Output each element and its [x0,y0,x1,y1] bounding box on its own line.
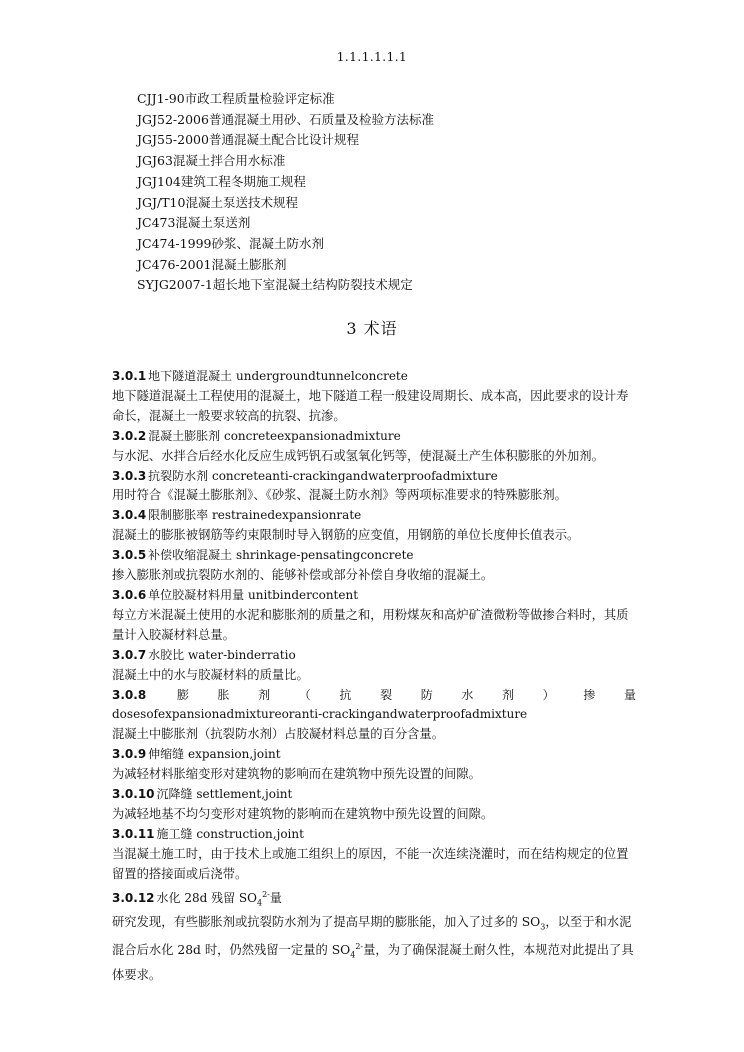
term-title: 施工缝 construction,joint [156,826,304,841]
term-heading [112,506,636,526]
term-heading [112,646,636,666]
term-definition: 当混凝土施工时，由于技术上或施工组织上的原因，不能一次连续浇灌时，而在结构规定的位置留置的搭接面或后浇带。 [112,846,629,881]
subscript: 4 [350,950,356,960]
term-title: 混凝土膨胀剂 concreteexpansionadmixture [148,428,401,443]
reference-item: JC476-2001混凝土膨胀剂 [137,256,287,272]
reference-list [137,89,434,296]
term-heading [112,467,636,487]
term-entry [112,427,636,467]
term-entry [112,367,636,427]
term-heading [112,745,636,765]
term-entry [112,646,636,686]
term-heading [112,427,636,447]
reference-item: JGJ/T10混凝土泵送技术规程 [137,194,298,210]
terms-list [112,367,636,986]
term-definition: 地下隧道混凝土工程使用的混凝土，地下隧道工程一般建设周期长、成本高，因此要求的设计寿命长，混凝土一般要求较高的抗裂、抗渗。 [112,388,629,423]
term-number: 3.0.12 [112,890,155,905]
term-number: 3.0.1 [112,369,147,383]
term-title [157,891,282,905]
reference-item: CJJ1-90市政工程质量检验评定标准 [137,91,335,106]
subscript: 4 [256,897,263,907]
reference-item: JGJ52-2006普通混凝土用砂、石质量及检验方法标准 [137,111,434,127]
term-definition: 为减轻地基不均匀变形对建筑物的影响而在建筑物中预先设置的间隙。 [112,806,494,821]
term-definition: 掺入膨胀剂或抗裂防水剂的、能够补偿或部分补偿自身收缩的混凝土。 [112,568,494,583]
superscript: 2- [262,889,270,899]
term-heading [112,546,636,566]
term-number: 3.0.3 [112,468,147,483]
term-title-part: 量 [269,890,282,905]
term-number: 3.0.10 [112,787,155,802]
term-number: 3.0.7 [112,647,147,662]
reference-item: JC474-1999砂浆、混凝土防水剂 [137,235,324,251]
definition-part: 量，为了确保混凝土耐久性，本规范对此提出了具体要求。 [112,943,634,982]
reference-item: JGJ55-2000普通混凝土配合比设计规程 [137,132,359,148]
term-number: 3.0.9 [112,747,147,762]
superscript: 2- [355,942,364,952]
reference-item: SYJG2007-1超长地下室混凝土结构防裂技术规定 [137,277,413,293]
term-title: 单位胶凝材料用量 unitbindercontent [148,587,359,602]
term-title: 补偿收缩混凝土 shrinkage-pensatingconcrete [148,548,414,563]
reference-item: JGJ63混凝土拌合用水标准 [137,153,286,169]
term-number: 3.0.4 [112,508,147,523]
term-definition: 混凝土的膨胀被钢筋等约束限制时导入钢筋的应变值，用钢筋的单位长度伸长值表示。 [112,528,580,543]
term-entry [112,825,636,885]
term-entry [112,506,636,546]
term-entry [112,686,636,746]
term-heading [112,367,636,387]
term-definition: 与水泥、水拌合后经水化反应生成钙钒石或氢氧化钙等，使混凝土产生体积膨胀的外加剂。 [112,448,604,463]
term-definition: 每立方米混凝土使用的水泥和膨胀剂的质量之和，用粉煤灰和高炉矿渣微粉等做掺合料时，其质量计入胶凝材料总量。 [112,607,629,642]
page-header: 1.1.1.1.1.1 [336,50,408,64]
term-title: 膨胀剂（抗裂防水剂）掺量 [148,687,636,702]
term-definition: 为减轻材料胀缩变形对建筑物的影响而在建筑物中预先设置的间隙。 [112,767,481,782]
term-title-part: 水化 28d 残留 SO [156,890,257,905]
term-heading [112,686,636,726]
term-heading [112,785,636,805]
term-entry [112,586,636,646]
subscript: 3 [540,922,546,932]
term-title-english: dosesofexpansionadmixtureoranti-crackingandwaterproofadmixture [112,707,528,722]
reference-item: JGJ104建筑工程冬期施工规程 [137,173,306,189]
term-entry [112,745,636,785]
term-number: 3.0.5 [112,548,147,563]
term-heading [112,885,636,913]
term-number: 3.0.2 [112,428,147,443]
term-title: 水胶比 water-binderratio [148,647,296,662]
term-entry [112,785,636,825]
term-definition: 用时符合《混凝土膨胀剂》、《砂浆、混凝土防水剂》等两项标准要求的特殊膨胀剂。 [112,488,567,503]
term-entry [112,546,636,586]
reference-item: JC473混凝土泵送剂 [137,215,251,231]
term-entry [112,467,636,507]
term-number: 3.0.11 [112,826,155,841]
definition-part: ，以至于和水泥混合后水化 28d 时，仍然残留一定量的 SO [112,914,632,958]
term-definition: 混凝土中的水与胶凝材料的质量比。 [112,667,309,682]
term-title: 沉降缝 settlement,joint [156,787,293,802]
term-entry [112,885,636,986]
term-heading [112,586,636,606]
term-heading [112,825,636,845]
term-definition: 混凝土中膨胀剂（抗裂防水剂）占胶凝材料总量的百分含量。 [112,727,445,742]
term-number: 3.0.8 [112,687,147,702]
term-title: 抗裂防水剂 concreteanti-crackingandwaterproofadmixture [148,468,498,483]
term-number: 3.0.6 [112,587,147,602]
definition-part: 研究发现，有些膨胀剂或抗裂防水剂为了提高早期的膨胀能，加入了过多的 SO [112,914,541,929]
term-title: 伸缩缝 expansion,joint [148,747,281,762]
term-definition [112,913,636,986]
section-title: 3 术语 [346,319,398,338]
term-title: 地下隧道混凝土 undergroundtunnelconcrete [148,369,408,383]
term-title: 限制膨胀率 restrainedexpansionrate [148,508,362,523]
